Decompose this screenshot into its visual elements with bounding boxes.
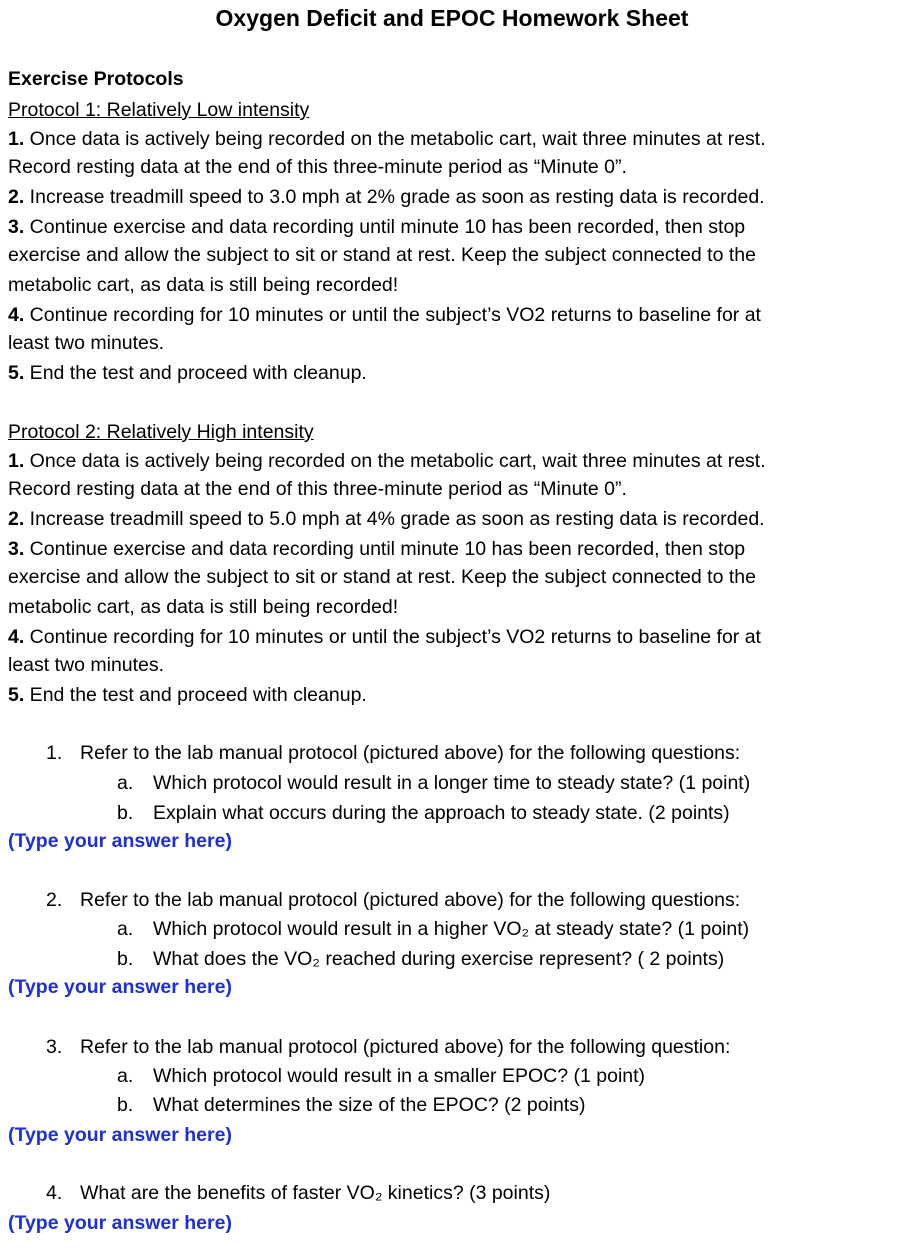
answer-field-3[interactable]: (Type your answer here) (8, 1124, 232, 1146)
question-2-sub-b: b. What does the VO₂ reached during exercise represent? ( 2 points) (117, 948, 725, 970)
protocol-1-line: metabolic cart, as data is still being recorded! (8, 274, 399, 296)
protocol-1-line: 1. Once data is actively being recorded on the metabolic cart, wait three minutes at rest. (8, 128, 766, 150)
protocol-2-line: least two minutes. (8, 654, 165, 676)
question-text: Refer to the lab manual protocol (pictured above) for the following questions: (80, 889, 741, 911)
section-heading: Exercise Protocols (8, 68, 184, 90)
question-text: Refer to the lab manual protocol (pictured above) for the following questions: (80, 742, 741, 764)
answer-field-4[interactable]: (Type your answer here) (8, 1212, 232, 1234)
protocol-2-line: exercise and allow the subject to sit or stand at rest. Keep the subject connected to the (8, 566, 756, 588)
question-number: 2. (46, 889, 63, 911)
question-text: Refer to the lab manual protocol (pictured above) for the following question: (80, 1036, 731, 1058)
protocol-2-line: 2. Increase treadmill speed to 5.0 mph at 4% grade as soon as resting data is recorded. (8, 508, 765, 530)
protocol-1-line: least two minutes. (8, 332, 165, 354)
answer-field-2[interactable]: (Type your answer here) (8, 976, 232, 998)
question-1 (0, 739, 904, 767)
question-2-sub-a: a. Which protocol would result in a higher VO₂ at steady state? (1 point) (117, 918, 750, 940)
question-text: What are the benefits of faster VO₂ kinetics? (3 points) (80, 1182, 551, 1204)
protocol-2-line: 3. Continue exercise and data recording until minute 10 has been recorded, then stop (8, 538, 746, 560)
protocol-1-heading: Protocol 1: Relatively Low intensity (8, 99, 310, 121)
protocol-2-line: 4. Continue recording for 10 minutes or until the subject’s VO2 returns to baseline for at (8, 626, 761, 648)
protocol-1-line: 5. End the test and proceed with cleanup. (8, 362, 367, 384)
question-number: 4. (46, 1182, 63, 1204)
question-number: 3. (46, 1036, 63, 1058)
question-2 (0, 886, 904, 914)
answer-field-1[interactable]: (Type your answer here) (8, 830, 232, 852)
protocol-1-line: 2. Increase treadmill speed to 3.0 mph at 2% grade as soon as resting data is recorded. (8, 186, 765, 208)
question-1-sub-b: b. Explain what occurs during the approach to steady state. (2 points) (117, 802, 730, 824)
question-3-sub-a: a. Which protocol would result in a smaller EPOC? (1 point) (117, 1065, 646, 1087)
protocol-1-line: exercise and allow the subject to sit or stand at rest. Keep the subject connected to the (8, 244, 756, 266)
protocol-1-line: 4. Continue recording for 10 minutes or until the subject’s VO2 returns to baseline for at (8, 304, 761, 326)
protocol-1-line: 3. Continue exercise and data recording until minute 10 has been recorded, then stop (8, 216, 746, 238)
question-number: 1. (46, 742, 63, 764)
question-4 (0, 1179, 904, 1207)
protocol-2-line: metabolic cart, as data is still being recorded! (8, 596, 399, 618)
question-3-sub-b: b. What determines the size of the EPOC? (2 points) (117, 1094, 586, 1116)
protocol-2-line: 1. Once data is actively being recorded on the metabolic cart, wait three minutes at rest. (8, 450, 766, 472)
protocol-2-heading: Protocol 2: Relatively High intensity (8, 421, 314, 443)
question-3 (0, 1033, 904, 1061)
page-title: Oxygen Deficit and EPOC Homework Sheet (215, 5, 689, 31)
question-1-sub-a: a. Which protocol would result in a longer time to steady state? (1 point) (117, 772, 751, 794)
protocol-1-line: Record resting data at the end of this three-minute period as “Minute 0”. (8, 156, 627, 178)
protocol-2-line: Record resting data at the end of this three-minute period as “Minute 0”. (8, 478, 627, 500)
protocol-2-line: 5. End the test and proceed with cleanup. (8, 684, 367, 706)
